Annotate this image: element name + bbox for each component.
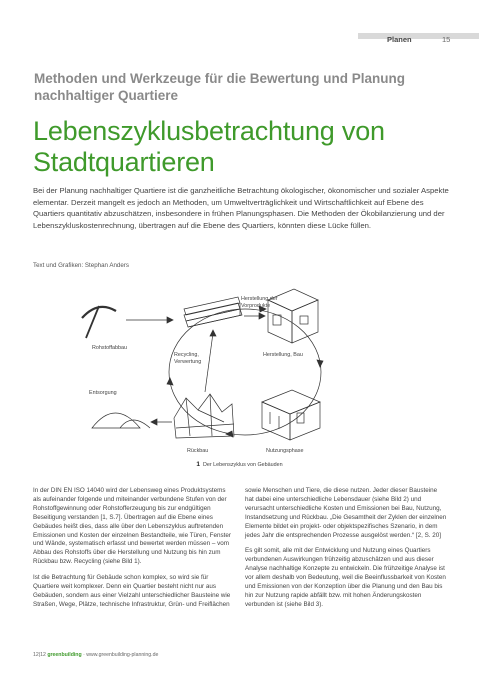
author-credit: Text und Grafiken: Stephan Anders bbox=[33, 262, 129, 269]
pickaxe-icon bbox=[82, 306, 116, 338]
cycle-arrow-left bbox=[167, 378, 173, 385]
label-rohstoffabbau: Rohstoffabbau bbox=[92, 345, 127, 351]
page-footer: 12|12 greenbuilding · www.greenbuilding-planning.de bbox=[33, 652, 159, 658]
footer-issue: 12|12 bbox=[33, 652, 46, 658]
figure-caption bbox=[0, 461, 479, 468]
body-paragraph: In der DIN EN ISO 14040 wird der Lebensweg eines Produktsystems als aufeinander folgende und miteinander verbundene Stufen von der Rohstoffgewinnung oder Rohstofferzeugung bis zur endgültigen Beseitigung verstanden [1, S.7]. Übertragen auf die Ebene eines Gebäudes heißt dies, dass alle über den Lebenszyklus auftretenden Emissionen und Kosten der einzelnen Bestandteile, wie Türen, Fenster und Wände, systematisch erfasst und bewertet werden müssen – vom Abbau des Rohstoffs über die Herstellung und Nutzung bis hin zum Rückbau bzw. Recycling (siehe Bild 1). bbox=[33, 487, 232, 566]
label-entsorgung: Entsorgung bbox=[89, 390, 117, 396]
kicker: Methoden und Werkzeuge für die Bewertung und Planung nachhaltiger Quartiere bbox=[34, 71, 406, 103]
label-rueckbau: Rückbau bbox=[187, 448, 209, 454]
footer-url: www.greenbuilding-planning.de bbox=[86, 652, 159, 658]
body-paragraph: Es gilt somit, alle mit der Entwicklung und Nutzung eines Quartiers verbundenen Auswirkungen frühzeitig abzuschätzen und aus dieser Analyse nachhaltige Konzepte zu entwickeln. Die frühzeitige Analyse ist vor allem deshalb von Bedeutung, weil die Beeinflussbarkeit von Kosten und Emissionen von der Konzeption über die Planung und den Bau bis hin zur Nutzung rapide abfällt bzw. mit hohen Änderungskosten verbunden ist (siehe Bild 3). bbox=[245, 547, 446, 608]
cycle-arrow-right bbox=[317, 360, 323, 367]
label-herstellung-vorprodukte: Herstellung der Vorprodukte bbox=[241, 296, 278, 309]
label-recycling: Recycling, Verwertung bbox=[174, 352, 202, 365]
footer-brand: greenbuilding bbox=[47, 652, 82, 658]
house-use-icon bbox=[262, 390, 320, 440]
body-paragraph: Ist die Betrachtung für Gebäude schon komplex, so wird sie für Quartiere weit komplexer. Denn ein Quartier besteht nicht nur aus Gebäuden, sondern aus einer Vielzahl unterschiedlicher Bausteine wie Straßen, Wege, Plätze, technische Infrastruktur, Grün- und Freiflächen bbox=[33, 574, 231, 608]
body-column-1 bbox=[33, 487, 235, 617]
body-paragraph: sowie Menschen und Tiere, die diese nutzen. Jeder dieser Bausteine hat dabei eine unterschiedliche Lebensdauer (siehe Bild 2) und verursacht unterschiedliche Kosten und Emissionen bei Bau, Nutzung, Instandsetzung und Rückbau. „Die Gesamtheit der Zyklen der einzelnen Elemente bildet ein projekt- oder objektspezifisches Szenario, in dem jedes Jahr die entsprechenden Prozesse ausgelöst werden.“ [2, S. 20] bbox=[245, 487, 447, 539]
beams-icon bbox=[184, 297, 242, 327]
page-title: Lebenszyklusbetrachtung von Stadtquartieren bbox=[33, 116, 385, 177]
figure-number: 1 bbox=[196, 461, 200, 468]
section-label: Planen bbox=[387, 35, 412, 44]
demolition-icon bbox=[174, 394, 234, 438]
body-column-2 bbox=[245, 487, 447, 617]
label-nutzungsphase: Nutzungsphase bbox=[266, 448, 304, 454]
cycle-circle bbox=[169, 309, 321, 435]
landfill-icon bbox=[92, 413, 150, 428]
label-herstellung-bau: Herstellung, Bau bbox=[263, 352, 303, 358]
intro-paragraph: Bei der Planung nachhaltiger Quartiere ist die ganzheitliche Betrachtung ökologischer, ökonomischer und sozialer Aspekte elementar. Derzeit mangelt es jedoch an Methoden, um Umweltverträglichkeit und Wirtschaftlichkeit auf Ebene des Quartiers quantitativ abzuschätzen, insbesondere in frühen Planungsphasen. Die Methoden der Ökobilanzierung und der Lebenszykluskostenrechnung, übertragen auf die Ebene des Quartiers, könnten diese Lücke füllen. bbox=[33, 186, 449, 230]
figure-caption-text: Der Lebenszyklus von Gebäuden bbox=[202, 462, 283, 468]
page-number: 15 bbox=[442, 35, 451, 44]
